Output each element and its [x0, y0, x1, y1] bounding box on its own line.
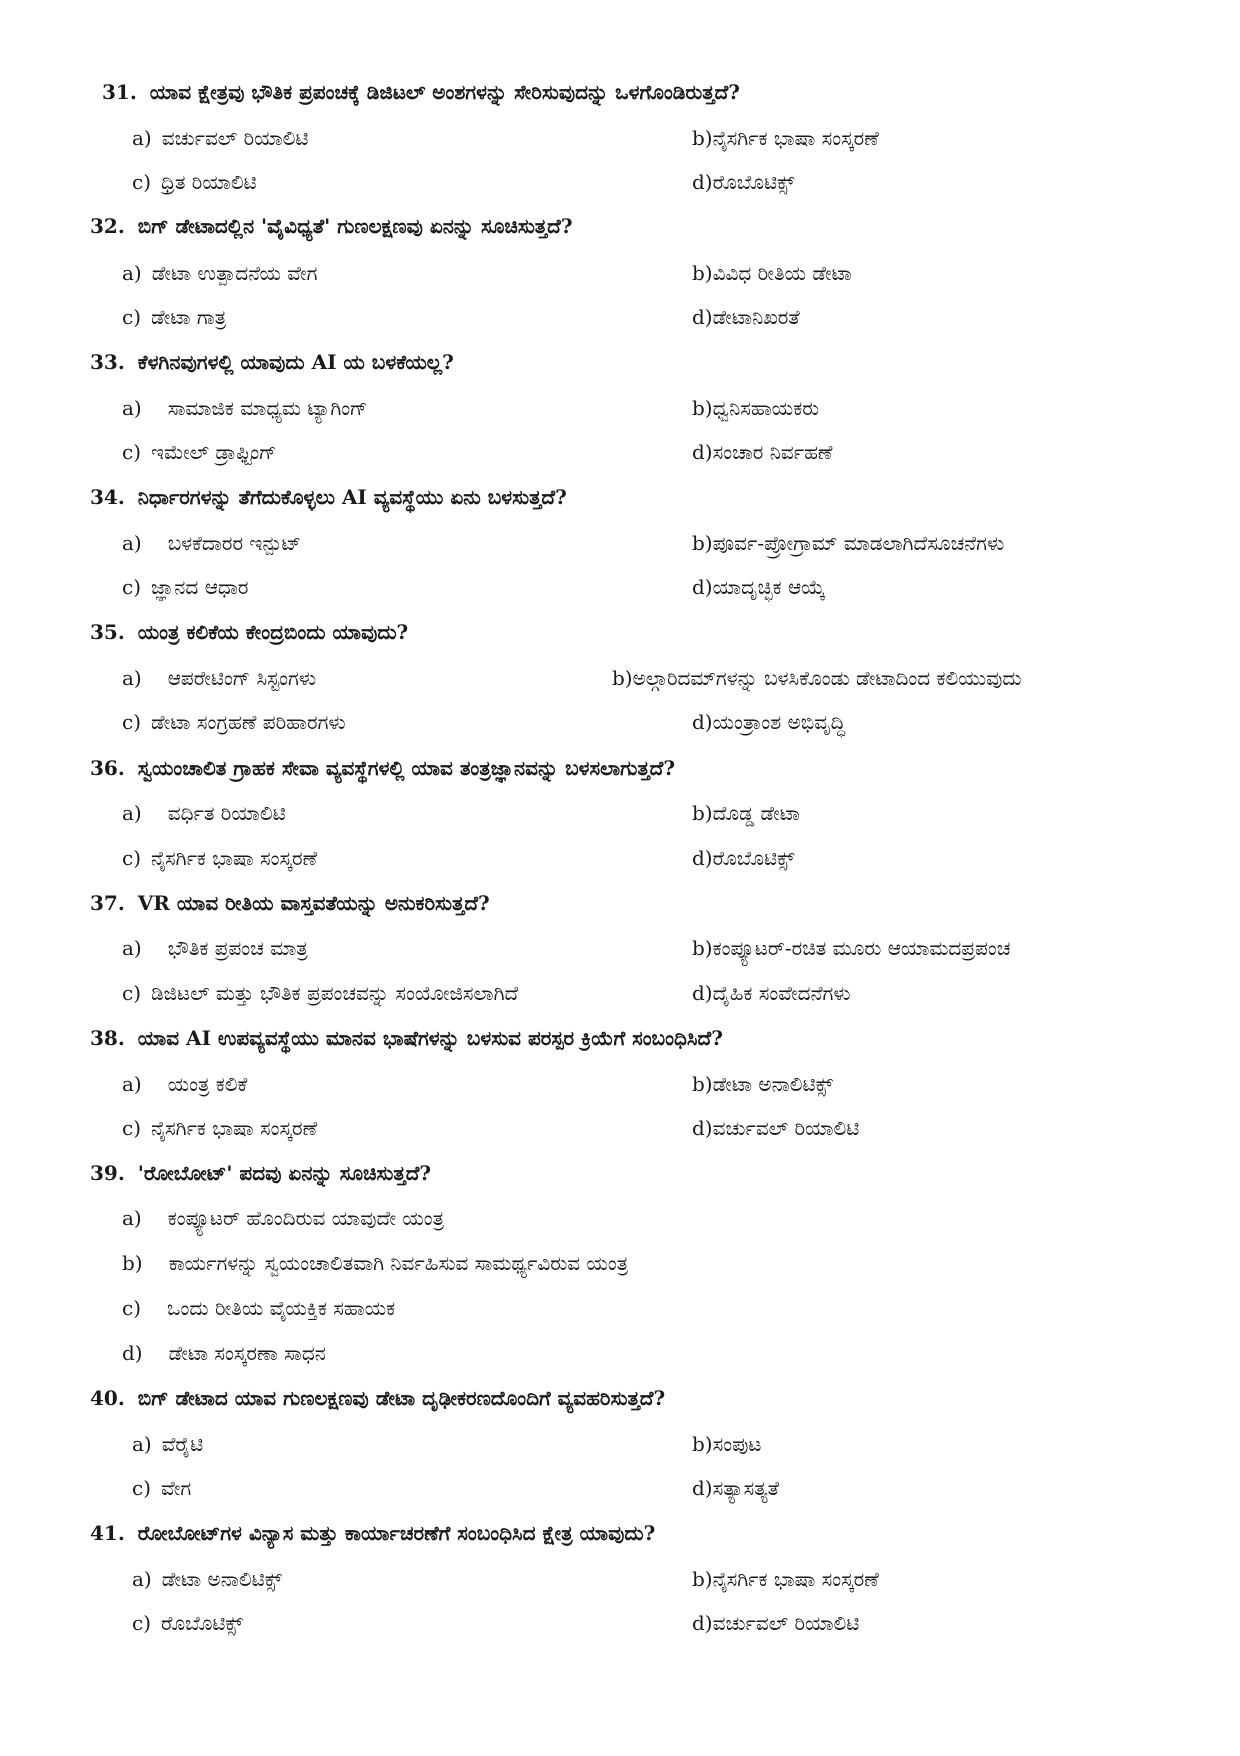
- option-label: d): [692, 1476, 713, 1500]
- option-41d: [692, 1609, 859, 1637]
- option-35c: [122, 708, 346, 736]
- question-number: 35.: [90, 620, 125, 644]
- option-40d: [692, 1474, 779, 1502]
- option-text: ಡೇಟಾ ಅನಾಲಿಟಿಕ್ಸ್: [161, 1567, 283, 1591]
- option-label: d): [692, 305, 713, 329]
- option-text: ಯಂತ್ರಾಂಶ ಅಭಿವೃದ್ಧಿ: [712, 710, 846, 734]
- option-text: ಡೇಟಾ ಅನಾಲಿಟಿಕ್ಸ್: [712, 1072, 833, 1096]
- option-text: ಯಂತ್ರ ಕಲಿಕೆ: [167, 1072, 248, 1096]
- question-41: [90, 1519, 655, 1547]
- option-text: ಪೂರ್ವ-ಪ್ರೋಗ್ರಾಮ್ ಮಾಡಲಾಗಿದೆಸೂಚನೆಗಳು: [712, 531, 1005, 555]
- option-label: a): [122, 801, 142, 825]
- option-31b: [692, 124, 879, 152]
- option-label: b): [122, 1251, 143, 1275]
- option-label: a): [122, 531, 142, 555]
- option-text: ಜ್ಞಾನದ ಆಧಾರ: [151, 575, 249, 599]
- option-text: ಅಲ್ಗಾರಿದಮ್‌ಗಳನ್ನು ಬಳಸಿಕೊಂಡು ಡೇಟಾದಿಂದ ಕಲಿಯುವುದು: [632, 666, 1022, 690]
- question-number: 41.: [90, 1521, 125, 1545]
- option-41c: [132, 1609, 243, 1637]
- option-32c: [122, 303, 226, 331]
- option-label: a): [122, 936, 142, 960]
- option-text: ಡಿಜಿಟಲ್ ಮತ್ತು ಭೌತಿಕ ಪ್ರಪಂಚವನ್ನು ಸಂಯೋಜಿಸಲಾಗಿದೆ: [151, 981, 519, 1005]
- option-text: ಡೇಟಾ ಸಂಗ್ರಹಣೆ ಪರಿಹಾರಗಳು: [151, 710, 346, 734]
- option-label: d): [692, 1116, 713, 1140]
- option-34a: [122, 529, 301, 557]
- option-39c: [122, 1294, 395, 1322]
- option-text: ವರ್ಚುವಲ್ ರಿಯಾಲಿಟಿ: [161, 126, 309, 150]
- question-37: [90, 889, 490, 917]
- option-39b: [122, 1249, 628, 1277]
- option-label: c): [122, 440, 142, 464]
- option-33d: [692, 438, 833, 466]
- question-text: ಬಿಗ್ ಡೇಟಾದ ಯಾವ ಗುಣಲಕ್ಷಣವು ಡೇಟಾ ದೃಢೀಕರಣದೊಂದಿಗೆ ವ್ಯವಹರಿಸುತ್ತದೆ?: [137, 1386, 666, 1410]
- option-39d: [122, 1339, 326, 1367]
- question-39: [90, 1159, 431, 1187]
- option-label: c): [122, 305, 142, 329]
- question-number: 34.: [90, 485, 125, 509]
- option-36a: [122, 799, 286, 827]
- option-text: ಕಾರ್ಯಗಳನ್ನು ಸ್ವಯಂಚಾಲಿತವಾಗಿ ನಿರ್ವಹಿಸುವ ಸಾಮರ್ಥ್ಯವಿರುವ ಯಂತ್ರ: [168, 1251, 629, 1275]
- option-text: ರೊಬೊಟಿಕ್ಸ್: [712, 846, 795, 870]
- question-number: 33.: [90, 350, 125, 374]
- option-text: ವರ್ಧಿತ ರಿಯಾಲಿಟಿ: [167, 801, 286, 825]
- option-label: d): [692, 710, 713, 734]
- question-38: [90, 1024, 723, 1052]
- option-text: ಡೇಟಾ ಸಂಸ್ಕರಣಾ ಸಾಧನ: [168, 1341, 326, 1365]
- option-35d: [692, 708, 845, 736]
- option-label: a): [122, 666, 142, 690]
- option-label: a): [122, 261, 142, 285]
- option-33c: [122, 438, 277, 466]
- option-label: c): [122, 1116, 142, 1140]
- option-label: d): [692, 575, 713, 599]
- option-label: b): [692, 936, 713, 960]
- question-number: 32.: [90, 214, 125, 238]
- option-41b: [692, 1565, 879, 1593]
- option-33a: [122, 394, 367, 422]
- option-label: b): [612, 666, 633, 690]
- option-label: a): [132, 1432, 152, 1456]
- option-33b: [692, 394, 819, 422]
- option-text: ನೈಸರ್ಗಿಕ ಭಾಷಾ ಸಂಸ್ಕರಣೆ: [712, 1567, 879, 1591]
- question-text: ನಿರ್ಧಾರಗಳನ್ನು ತೆಗೆದುಕೊಳ್ಳಲು AI ವ್ಯವಸ್ಥೆಯು ಏನು ಬಳಸುತ್ತದೆ?: [137, 485, 567, 509]
- option-text: ವರ್ಚುವಲ್ ರಿಯಾಲಿಟಿ: [712, 1611, 860, 1635]
- option-label: c): [132, 170, 152, 194]
- option-label: c): [122, 846, 142, 870]
- question-text: ಕೆಳಗಿನವುಗಳಲ್ಲಿ ಯಾವುದು AI ಯ ಬಳಕೆಯಲ್ಲ?: [137, 350, 454, 374]
- question-number: 36.: [90, 756, 125, 780]
- option-label: a): [122, 396, 142, 420]
- option-32d: [692, 303, 800, 331]
- option-text: ಡೇಟಾ ಉತ್ಪಾದನೆಯ ವೇಗ: [151, 261, 318, 285]
- option-label: d): [122, 1341, 143, 1365]
- question-text: ಸ್ವಯಂಚಾಲಿತ ಗ್ರಾಹಕ ಸೇವಾ ವ್ಯವಸ್ಥೆಗಳಲ್ಲಿ ಯಾವ ತಂತ್ರಜ್ಞಾನವನ್ನು ಬಳಸಲಾಗುತ್ತದೆ?: [137, 756, 676, 780]
- question-35: [90, 618, 408, 646]
- option-37c: [122, 979, 518, 1007]
- option-40a: [132, 1430, 203, 1458]
- option-text: ಒಂದು ರೀತಿಯ ವೈಯಕ್ತಿಕ ಸಹಾಯಕ: [167, 1296, 396, 1320]
- question-number: 31.: [102, 80, 137, 104]
- option-text: ಸಾಮಾಜಿಕ ಮಾಧ್ಯಮ ಟ್ಯಾಗಿಂಗ್: [167, 396, 368, 420]
- option-label: d): [692, 1611, 713, 1635]
- option-label: b): [692, 126, 713, 150]
- option-label: b): [692, 531, 713, 555]
- option-text: ಬಳಕೆದಾರರ ಇನ್ಪುಟ್: [167, 531, 302, 555]
- option-label: a): [122, 1072, 142, 1096]
- question-number: 38.: [90, 1026, 125, 1050]
- option-text: ನೈಸರ್ಗಿಕ ಭಾಷಾ ಸಂಸ್ಕರಣೆ: [712, 126, 879, 150]
- option-39a: [122, 1204, 444, 1232]
- option-text: ರೊಬೊಟಿಕ್ಸ್: [161, 1611, 243, 1635]
- option-text: ರೊಬೊಟಿಕ್ಸ್: [712, 170, 795, 194]
- option-text: ನೈಸರ್ಗಿಕ ಭಾಷಾ ಸಂಸ್ಕರಣೆ: [151, 846, 318, 870]
- option-38b: [692, 1070, 833, 1098]
- option-35b: [612, 664, 1022, 692]
- question-text: ಯಂತ್ರ ಕಲಿಕೆಯ ಕೇಂದ್ರಬಿಂದು ಯಾವುದು?: [137, 620, 409, 644]
- option-label: d): [692, 981, 713, 1005]
- option-label: b): [692, 1567, 713, 1591]
- option-37d: [692, 979, 851, 1007]
- option-label: b): [692, 801, 713, 825]
- option-40c: [132, 1474, 191, 1502]
- option-label: c): [122, 981, 142, 1005]
- question-36: [90, 754, 675, 782]
- option-label: c): [132, 1476, 152, 1500]
- option-label: c): [122, 710, 142, 734]
- option-text: ಸಂಪುಟ: [712, 1432, 762, 1456]
- option-31d: [692, 168, 794, 196]
- option-37a: [122, 934, 308, 962]
- option-35a: [122, 664, 316, 692]
- question-31: [102, 78, 740, 106]
- option-text: ವಿವಿಧ ರೀತಿಯ ಡೇಟಾ: [712, 261, 852, 285]
- option-text: ಆಪರೇಟಿಂಗ್ ಸಿಸ್ಟಂಗಳು: [167, 666, 317, 690]
- option-text: ಧ್ರಿತ ರಿಯಾಲಿಟಿ: [161, 170, 257, 194]
- option-text: ಧ್ವನಿಸಹಾಯಕರು: [712, 396, 820, 420]
- option-text: ದೈಹಿಕ ಸಂವೇದನೆಗಳು: [712, 981, 851, 1005]
- option-text: ಕಂಪ್ಯೂಟರ್ ಹೊಂದಿರುವ ಯಾವುದೇ ಯಂತ್ರ: [167, 1206, 445, 1230]
- option-32b: [692, 259, 852, 287]
- question-32: [90, 212, 573, 240]
- option-31c: [132, 168, 257, 196]
- question-text: ಯಾವ AI ಉಪವ್ಯವಸ್ಥೆಯು ಮಾನವ ಭಾಷೆಗಳನ್ನು ಬಳಸುವ ಪರಸ್ಪರ ಕ್ರಿಯೆಗೆ ಸಂಬಂಧಿಸಿದೆ?: [137, 1026, 723, 1050]
- option-31a: [132, 124, 308, 152]
- option-label: b): [692, 1432, 713, 1456]
- option-text: ಭೌತಿಕ ಪ್ರಪಂಚ ಮಾತ್ರ: [167, 936, 308, 960]
- question-number: 37.: [90, 891, 125, 915]
- option-34b: [692, 529, 1004, 557]
- option-label: a): [122, 1206, 142, 1230]
- option-text: ಇಮೇಲ್ ಡ್ರಾಫ್ಟಿಂಗ್: [151, 440, 277, 464]
- option-34c: [122, 573, 248, 601]
- question-text: VR ಯಾವ ರೀತಿಯ ವಾಸ್ತವತೆಯನ್ನು ಅನುಕರಿಸುತ್ತದೆ?: [137, 891, 490, 915]
- question-number: 40.: [90, 1386, 125, 1410]
- option-text: ದೊಡ್ಡ ಡೇಟಾ: [712, 801, 800, 825]
- option-40b: [692, 1430, 761, 1458]
- question-34: [90, 483, 567, 511]
- question-text: ಬಿಗ್ ಡೇಟಾದಲ್ಲಿನ 'ವೈವಿಧ್ಯತೆ' ಗುಣಲಕ್ಷಣವು ಏನನ್ನು ಸೂಚಿಸುತ್ತದೆ?: [137, 214, 573, 238]
- option-label: b): [692, 261, 713, 285]
- option-label: d): [692, 170, 713, 194]
- option-label: b): [692, 1072, 713, 1096]
- option-37b: [692, 934, 1010, 962]
- option-text: ಸತ್ಯಾಸತ್ಯತೆ: [712, 1476, 780, 1500]
- option-text: ಕಂಪ್ಯೂಟರ್-ರಚಿತ ಮೂರು ಆಯಾಮದಪ್ರಪಂಚ: [712, 936, 1011, 960]
- question-number: 39.: [90, 1161, 125, 1185]
- question-text: 'ರೋಬೋಟ್' ಪದವು ಏನನ್ನು ಸೂಚಿಸುತ್ತದೆ?: [137, 1161, 432, 1185]
- option-text: ಯಾದೃಚ್ಛಿಕ ಆಯ್ಕೆ: [712, 575, 826, 599]
- option-32a: [122, 259, 317, 287]
- option-label: a): [132, 126, 152, 150]
- option-36c: [122, 844, 317, 872]
- option-text: ವೇಗ: [161, 1476, 192, 1500]
- option-text: ಡೇಟಾನಿಖರತೆ: [712, 305, 800, 329]
- option-text: ಡೇಟಾ ಗಾತ್ರ: [151, 305, 227, 329]
- option-label: d): [692, 440, 713, 464]
- option-label: a): [132, 1567, 152, 1591]
- option-41a: [132, 1565, 282, 1593]
- option-label: b): [692, 396, 713, 420]
- option-text: ವರ್ಚುವಲ್ ರಿಯಾಲಿಟಿ: [712, 1116, 860, 1140]
- option-38c: [122, 1114, 317, 1142]
- option-label: c): [122, 1296, 142, 1320]
- option-36d: [692, 844, 794, 872]
- option-text: ಸಂಚಾರ ನಿರ್ವಹಣೆ: [712, 440, 833, 464]
- option-label: d): [692, 846, 713, 870]
- option-34d: [692, 573, 825, 601]
- option-label: c): [122, 575, 142, 599]
- option-36b: [692, 799, 800, 827]
- question-text: ಯಾವ ಕ್ಷೇತ್ರವು ಭೌತಿಕ ಪ್ರಪಂಚಕ್ಕೆ ಡಿಜಿಟಲ್ ಅಂಶಗಳನ್ನು ಸೇರಿಸುವುದನ್ನು ಒಳಗೊಂಡಿರುತ್ತದೆ?: [149, 80, 741, 104]
- question-40: [90, 1384, 665, 1412]
- option-text: ವೆರೈಟಿ: [161, 1432, 204, 1456]
- option-38d: [692, 1114, 859, 1142]
- option-label: c): [132, 1611, 152, 1635]
- question-33: [90, 348, 454, 376]
- question-text: ರೋಬೋಟ್‌ಗಳ ವಿನ್ಯಾಸ ಮತ್ತು ಕಾರ್ಯಾಚರಣೆಗೆ ಸಂಬಂಧಿಸಿದ ಕ್ಷೇತ್ರ ಯಾವುದು?: [137, 1521, 656, 1545]
- option-text: ನೈಸರ್ಗಿಕ ಭಾಷಾ ಸಂಸ್ಕರಣೆ: [151, 1116, 318, 1140]
- option-38a: [122, 1070, 247, 1098]
